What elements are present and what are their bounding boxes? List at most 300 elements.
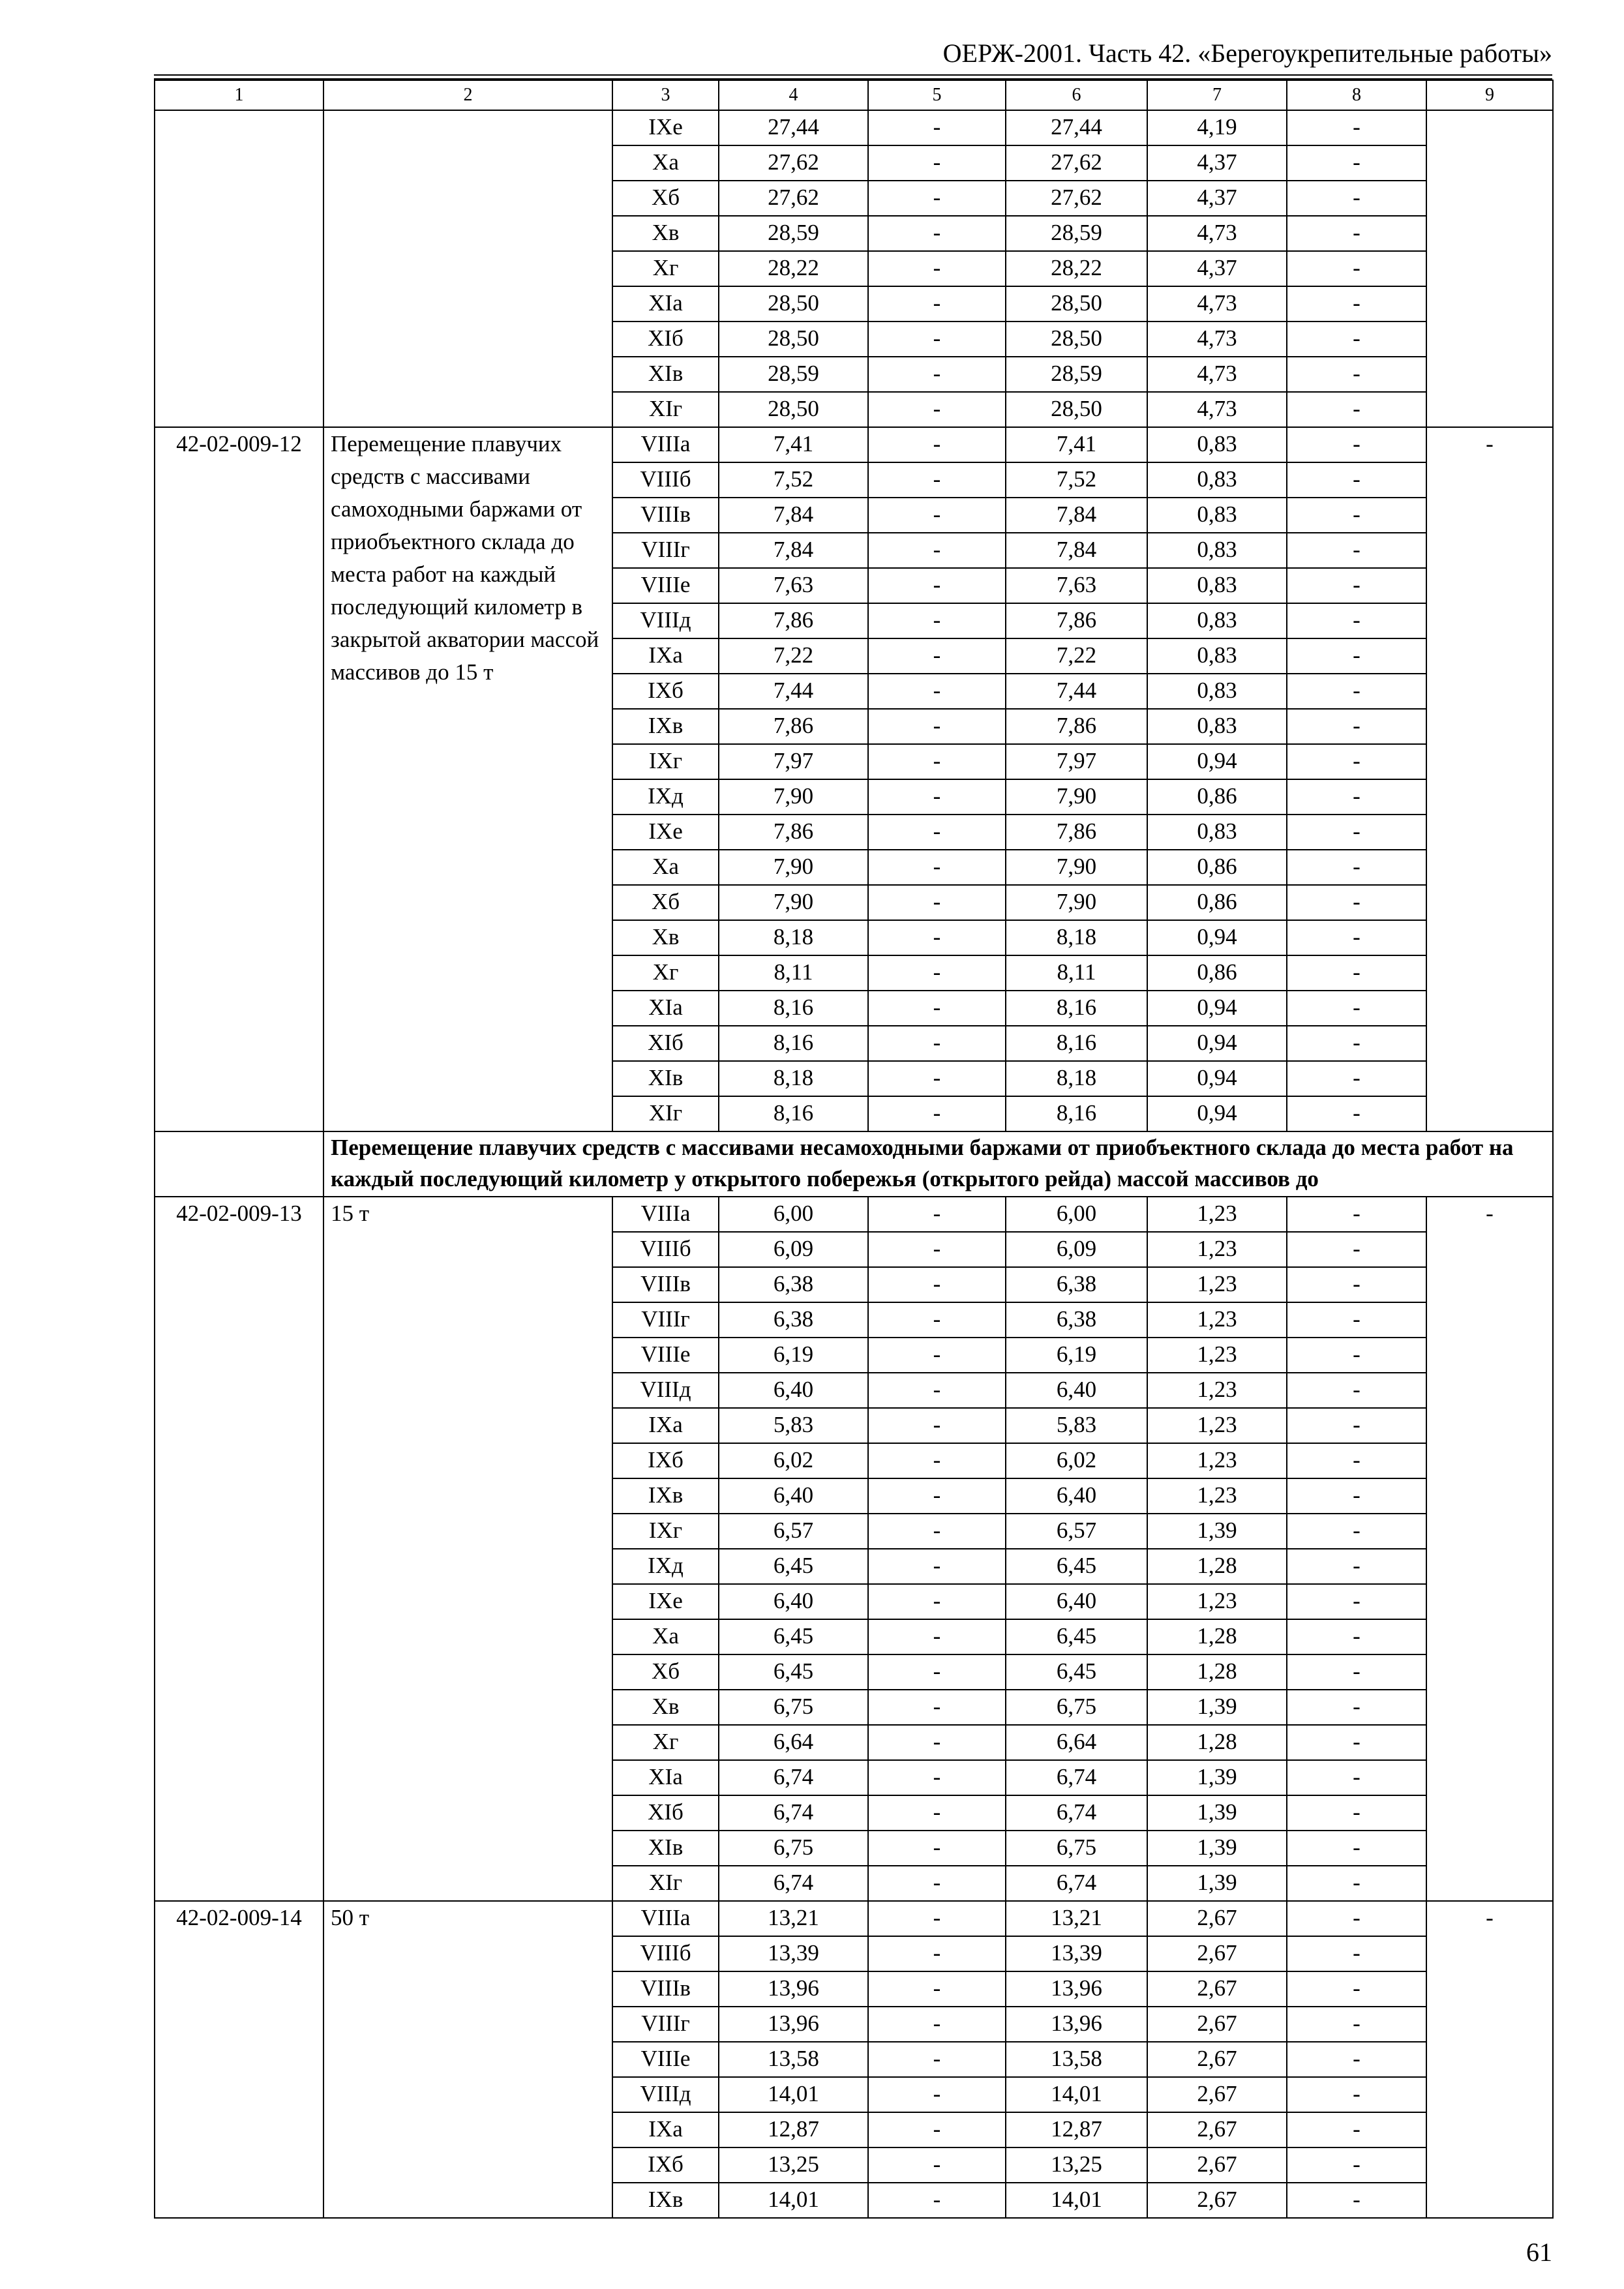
wages: - (868, 1971, 1006, 2007)
cost-total: 6,45 (719, 1654, 868, 1690)
cost-total: 5,83 (719, 1408, 868, 1443)
materials: - (1287, 674, 1426, 709)
machine-cost: 7,22 (1006, 638, 1147, 674)
resource-code: VIIIб (612, 462, 719, 498)
materials: - (1287, 498, 1426, 533)
resource-code: VIIIг (612, 2007, 719, 2042)
wages: - (868, 1408, 1006, 1443)
machine-cost: 8,18 (1006, 1061, 1147, 1096)
materials: - (1287, 991, 1426, 1026)
materials: - (1287, 1936, 1426, 1971)
column-number: 5 (868, 80, 1006, 110)
resource-code: VIIIб (612, 1936, 719, 1971)
wages: - (868, 1866, 1006, 1901)
resource-code: IXв (612, 2183, 719, 2218)
resource-code: IXе (612, 815, 719, 850)
cost-total: 8,11 (719, 955, 868, 991)
wages: - (868, 779, 1006, 815)
wages: - (868, 709, 1006, 744)
wages: - (868, 462, 1006, 498)
resource-code: XIв (612, 1061, 719, 1096)
cost-total: 8,16 (719, 1096, 868, 1131)
cost-total: 7,97 (719, 744, 868, 779)
materials: - (1287, 1514, 1426, 1549)
resource-code: Xг (612, 251, 719, 286)
machine-cost: 27,62 (1006, 145, 1147, 181)
resource-code: XIб (612, 1795, 719, 1831)
cost-total: 12,87 (719, 2112, 868, 2147)
wages: - (868, 1725, 1006, 1760)
cost-total: 6,45 (719, 1619, 868, 1654)
materials: - (1287, 1338, 1426, 1373)
cost-total: 27,62 (719, 145, 868, 181)
materials: - (1287, 1971, 1426, 2007)
machine-cost: 6,40 (1006, 1478, 1147, 1514)
resource-code: XIг (612, 392, 719, 427)
materials: - (1287, 181, 1426, 216)
cost-total: 14,01 (719, 2183, 868, 2218)
resource-code: IXб (612, 1443, 719, 1478)
wages: - (868, 498, 1006, 533)
resource-code: IXа (612, 2112, 719, 2147)
resource-code: IXд (612, 779, 719, 815)
machine-cost: 8,16 (1006, 1026, 1147, 1061)
resource-code: XIг (612, 1096, 719, 1131)
machine-cost: 7,90 (1006, 850, 1147, 885)
cost-total: 14,01 (719, 2077, 868, 2112)
cost-total: 13,58 (719, 2042, 868, 2077)
resource-code: IXе (612, 1584, 719, 1619)
column-number: 7 (1147, 80, 1287, 110)
cost-total: 6,19 (719, 1338, 868, 1373)
materials: - (1287, 744, 1426, 779)
cost-total: 6,75 (719, 1831, 868, 1866)
table-row (155, 1197, 1553, 1232)
wages: - (868, 638, 1006, 674)
machine-cost: 28,22 (1006, 251, 1147, 286)
cost-total: 7,44 (719, 674, 868, 709)
machinist-wages: 1,28 (1147, 1549, 1287, 1584)
resource-code: VIIIе (612, 1338, 719, 1373)
machinist-wages: 1,23 (1147, 1584, 1287, 1619)
wages: - (868, 674, 1006, 709)
cost-total: 7,90 (719, 850, 868, 885)
resource-code: VIIIв (612, 498, 719, 533)
norm-code: 42-02-009-13 (155, 1197, 323, 1901)
wages: - (868, 181, 1006, 216)
machinist-wages: 2,67 (1147, 2147, 1287, 2183)
cost-total: 6,74 (719, 1866, 868, 1901)
machinist-wages: 1,23 (1147, 1408, 1287, 1443)
resource-code: Xг (612, 1725, 719, 1760)
materials: - (1287, 216, 1426, 251)
wages: - (868, 427, 1006, 462)
column-number: 2 (323, 80, 612, 110)
machinist-wages: 1,23 (1147, 1232, 1287, 1267)
wages: - (868, 1619, 1006, 1654)
machinist-wages: 2,67 (1147, 1936, 1287, 1971)
machinist-wages: 0,83 (1147, 427, 1287, 462)
cost-total: 28,50 (719, 392, 868, 427)
resource-code: IXд (612, 1549, 719, 1584)
cost-total: 7,84 (719, 533, 868, 568)
materials: - (1287, 110, 1426, 145)
wages: - (868, 885, 1006, 920)
machine-cost: 7,90 (1006, 779, 1147, 815)
machine-cost: 6,00 (1006, 1197, 1147, 1232)
machinist-wages: 0,83 (1147, 638, 1287, 674)
resource-code: IXа (612, 1408, 719, 1443)
cost-total: 7,22 (719, 638, 868, 674)
cost-total: 6,00 (719, 1197, 868, 1232)
wages: - (868, 1690, 1006, 1725)
machine-cost: 7,97 (1006, 744, 1147, 779)
machine-cost: 8,18 (1006, 920, 1147, 955)
materials: - (1287, 1443, 1426, 1478)
machinist-wages: 1,23 (1147, 1478, 1287, 1514)
machine-cost: 7,63 (1006, 568, 1147, 603)
machine-cost: 13,21 (1006, 1901, 1147, 1936)
materials: - (1287, 2147, 1426, 2183)
wages: - (868, 1514, 1006, 1549)
wages: - (868, 815, 1006, 850)
norm-description: Перемещение плавучих средств с массивами самоходными баржами от приобъектного склада до места работ на каждый последующий километр в закрытой акватории массой массивов до 15 т (323, 427, 612, 1131)
machine-cost: 6,19 (1006, 1338, 1147, 1373)
cost-total: 7,86 (719, 603, 868, 638)
resource-code: IXв (612, 1478, 719, 1514)
machine-cost: 8,16 (1006, 991, 1147, 1026)
machine-cost: 6,38 (1006, 1267, 1147, 1302)
machine-cost: 7,86 (1006, 709, 1147, 744)
page-number: 61 (1526, 2237, 1552, 2267)
resource-code: Xа (612, 145, 719, 181)
resource-code: XIб (612, 1026, 719, 1061)
wages: - (868, 1654, 1006, 1690)
resource-code: VIIIб (612, 1232, 719, 1267)
section-title: Перемещение плавучих средств с массивами несамоходными баржами от приобъектного склада до места работ на каждый последующий километр у открытого побережья (открытого рейда) массой массивов до (323, 1131, 1553, 1197)
cost-total: 6,45 (719, 1549, 868, 1584)
machinist-wages: 0,86 (1147, 779, 1287, 815)
resource-code: Xа (612, 1619, 719, 1654)
machinist-wages: 2,67 (1147, 2112, 1287, 2147)
machinist-wages: 2,67 (1147, 2183, 1287, 2218)
machinist-wages: 0,94 (1147, 991, 1287, 1026)
cost-total: 6,75 (719, 1690, 868, 1725)
machinist-wages: 1,23 (1147, 1443, 1287, 1478)
wages: - (868, 1232, 1006, 1267)
cost-total: 7,90 (719, 779, 868, 815)
wages: - (868, 850, 1006, 885)
materials: - (1287, 2077, 1426, 2112)
resource-code: IXе (612, 110, 719, 145)
cost-total: 6,09 (719, 1232, 868, 1267)
machinist-wages: 4,73 (1147, 357, 1287, 392)
machine-cost: 27,44 (1006, 110, 1147, 145)
machine-cost: 28,50 (1006, 286, 1147, 322)
cost-total: 7,86 (719, 815, 868, 850)
wages: - (868, 2147, 1006, 2183)
norm-description: 15 т (323, 1197, 612, 1901)
wages: - (868, 1096, 1006, 1131)
machine-cost: 12,87 (1006, 2112, 1147, 2147)
cost-total: 8,18 (719, 1061, 868, 1096)
cost-total: 28,50 (719, 322, 868, 357)
machine-cost: 27,62 (1006, 181, 1147, 216)
cost-total: 7,52 (719, 462, 868, 498)
materials: - (1287, 1408, 1426, 1443)
wages: - (868, 1026, 1006, 1061)
cost-total: 7,84 (719, 498, 868, 533)
materials: - (1287, 533, 1426, 568)
column-number: 8 (1287, 80, 1426, 110)
machine-cost: 7,52 (1006, 462, 1147, 498)
description-cell-empty (323, 110, 612, 427)
machine-cost: 6,38 (1006, 1302, 1147, 1338)
wages: - (868, 991, 1006, 1026)
wages: - (868, 744, 1006, 779)
machine-cost: 7,86 (1006, 815, 1147, 850)
machine-cost: 6,64 (1006, 1725, 1147, 1760)
machinist-wages: 1,28 (1147, 1619, 1287, 1654)
wages: - (868, 110, 1006, 145)
machinist-wages: 0,83 (1147, 568, 1287, 603)
machine-cost: 7,44 (1006, 674, 1147, 709)
machinist-wages: 0,83 (1147, 533, 1287, 568)
section-heading-row (155, 1131, 1553, 1197)
resource-code: VIIIа (612, 427, 719, 462)
materials: - (1287, 920, 1426, 955)
col9-value: - (1426, 1901, 1553, 2218)
cost-total: 7,90 (719, 885, 868, 920)
materials: - (1287, 1654, 1426, 1690)
wages: - (868, 145, 1006, 181)
resource-code: VIIIд (612, 2077, 719, 2112)
machinist-wages: 1,39 (1147, 1514, 1287, 1549)
machine-cost: 28,59 (1006, 357, 1147, 392)
wages: - (868, 603, 1006, 638)
wages: - (868, 357, 1006, 392)
machine-cost: 7,41 (1006, 427, 1147, 462)
machine-cost: 28,59 (1006, 216, 1147, 251)
cost-total: 6,38 (719, 1302, 868, 1338)
resource-code: VIIIд (612, 603, 719, 638)
machinist-wages: 1,23 (1147, 1302, 1287, 1338)
machinist-wages: 4,37 (1147, 181, 1287, 216)
materials: - (1287, 357, 1426, 392)
resource-code: VIIIг (612, 533, 719, 568)
cost-total: 13,96 (719, 1971, 868, 2007)
materials: - (1287, 1478, 1426, 1514)
header-rule (154, 74, 1552, 76)
machinist-wages: 0,83 (1147, 462, 1287, 498)
cost-total: 6,40 (719, 1373, 868, 1408)
machinist-wages: 1,39 (1147, 1760, 1287, 1795)
materials: - (1287, 638, 1426, 674)
wages: - (868, 955, 1006, 991)
wages: - (868, 1197, 1006, 1232)
materials: - (1287, 251, 1426, 286)
machine-cost: 8,16 (1006, 1096, 1147, 1131)
column-number: 9 (1426, 80, 1553, 110)
machinist-wages: 0,83 (1147, 674, 1287, 709)
machinist-wages: 1,23 (1147, 1267, 1287, 1302)
resource-code: XIб (612, 322, 719, 357)
wages: - (868, 2042, 1006, 2077)
wages: - (868, 216, 1006, 251)
materials: - (1287, 1901, 1426, 1936)
resource-code: Xв (612, 920, 719, 955)
machine-cost: 13,96 (1006, 2007, 1147, 2042)
machinist-wages: 1,23 (1147, 1197, 1287, 1232)
cost-total: 8,16 (719, 1026, 868, 1061)
wages: - (868, 1584, 1006, 1619)
machinist-wages: 0,83 (1147, 815, 1287, 850)
cost-total: 8,16 (719, 991, 868, 1026)
wages: - (868, 251, 1006, 286)
table-row (155, 427, 1553, 462)
materials: - (1287, 1690, 1426, 1725)
resource-code: VIIIг (612, 1302, 719, 1338)
materials: - (1287, 1061, 1426, 1096)
wages: - (868, 1061, 1006, 1096)
machine-cost: 6,74 (1006, 1866, 1147, 1901)
page-header: ОЕРЖ-2001. Часть 42. «Берегоукрепительные работы» (942, 38, 1552, 68)
machinist-wages: 1,39 (1147, 1795, 1287, 1831)
machine-cost: 6,45 (1006, 1619, 1147, 1654)
column-number-row (155, 80, 1553, 110)
resource-code: IXг (612, 1514, 719, 1549)
wages: - (868, 533, 1006, 568)
machine-cost: 6,40 (1006, 1373, 1147, 1408)
wages: - (868, 1936, 1006, 1971)
machinist-wages: 2,67 (1147, 1901, 1287, 1936)
materials: - (1287, 779, 1426, 815)
machinist-wages: 2,67 (1147, 2077, 1287, 2112)
machine-cost: 6,09 (1006, 1232, 1147, 1267)
cost-total: 27,62 (719, 181, 868, 216)
materials: - (1287, 1831, 1426, 1866)
cost-total: 28,22 (719, 251, 868, 286)
machinist-wages: 4,73 (1147, 216, 1287, 251)
resource-code: XIв (612, 1831, 719, 1866)
machine-cost: 6,57 (1006, 1514, 1147, 1549)
cost-total: 27,44 (719, 110, 868, 145)
column-number: 1 (155, 80, 323, 110)
cost-total: 7,63 (719, 568, 868, 603)
materials: - (1287, 1026, 1426, 1061)
materials: - (1287, 392, 1426, 427)
wages: - (868, 1267, 1006, 1302)
machine-cost: 7,90 (1006, 885, 1147, 920)
machine-cost: 28,50 (1006, 322, 1147, 357)
wages: - (868, 1831, 1006, 1866)
machinist-wages: 4,37 (1147, 145, 1287, 181)
machinist-wages: 1,28 (1147, 1725, 1287, 1760)
materials: - (1287, 286, 1426, 322)
machinist-wages: 0,86 (1147, 955, 1287, 991)
machine-cost: 6,74 (1006, 1795, 1147, 1831)
materials: - (1287, 1302, 1426, 1338)
resource-code: Xг (612, 955, 719, 991)
cost-total: 6,64 (719, 1725, 868, 1760)
cost-total: 13,39 (719, 1936, 868, 1971)
materials: - (1287, 2007, 1426, 2042)
cost-total: 6,40 (719, 1478, 868, 1514)
machinist-wages: 4,73 (1147, 286, 1287, 322)
materials: - (1287, 427, 1426, 462)
cost-total: 28,59 (719, 216, 868, 251)
cost-total: 7,86 (719, 709, 868, 744)
resource-code: VIIIе (612, 2042, 719, 2077)
materials: - (1287, 815, 1426, 850)
machinist-wages: 0,86 (1147, 850, 1287, 885)
table-body (155, 80, 1553, 2218)
cost-total: 6,38 (719, 1267, 868, 1302)
machine-cost: 13,96 (1006, 1971, 1147, 2007)
code-cell-empty (155, 110, 323, 427)
section-code-empty (155, 1131, 323, 1197)
materials: - (1287, 1267, 1426, 1302)
machine-cost: 6,45 (1006, 1549, 1147, 1584)
wages: - (868, 1302, 1006, 1338)
resource-code: VIIIе (612, 568, 719, 603)
materials: - (1287, 850, 1426, 885)
rates-table (154, 80, 1554, 2219)
machinist-wages: 0,83 (1147, 709, 1287, 744)
machinist-wages: 4,73 (1147, 322, 1287, 357)
materials: - (1287, 322, 1426, 357)
materials: - (1287, 1549, 1426, 1584)
wages: - (868, 1373, 1006, 1408)
cost-total: 6,74 (719, 1760, 868, 1795)
materials: - (1287, 2183, 1426, 2218)
materials: - (1287, 1619, 1426, 1654)
materials: - (1287, 1096, 1426, 1131)
machine-cost: 6,75 (1006, 1690, 1147, 1725)
machine-cost: 6,02 (1006, 1443, 1147, 1478)
machine-cost: 6,40 (1006, 1584, 1147, 1619)
machine-cost: 7,86 (1006, 603, 1147, 638)
materials: - (1287, 1232, 1426, 1267)
wages: - (868, 568, 1006, 603)
wages: - (868, 1338, 1006, 1373)
resource-code: IXб (612, 2147, 719, 2183)
column-number: 3 (612, 80, 719, 110)
materials: - (1287, 1373, 1426, 1408)
resource-code: VIIIа (612, 1901, 719, 1936)
machinist-wages: 0,94 (1147, 1061, 1287, 1096)
materials: - (1287, 462, 1426, 498)
norm-description: 50 т (323, 1901, 612, 2218)
machinist-wages: 0,94 (1147, 920, 1287, 955)
wages: - (868, 286, 1006, 322)
resource-code: Xб (612, 181, 719, 216)
machinist-wages: 0,86 (1147, 885, 1287, 920)
machinist-wages: 1,39 (1147, 1690, 1287, 1725)
wages: - (868, 1443, 1006, 1478)
cost-total: 8,18 (719, 920, 868, 955)
wages: - (868, 392, 1006, 427)
wages: - (868, 2077, 1006, 2112)
col9-value: - (1426, 1197, 1553, 1901)
resource-code: IXа (612, 638, 719, 674)
materials: - (1287, 955, 1426, 991)
materials: - (1287, 568, 1426, 603)
machinist-wages: 0,83 (1147, 603, 1287, 638)
resource-code: Xа (612, 850, 719, 885)
wages: - (868, 322, 1006, 357)
wages: - (868, 2007, 1006, 2042)
